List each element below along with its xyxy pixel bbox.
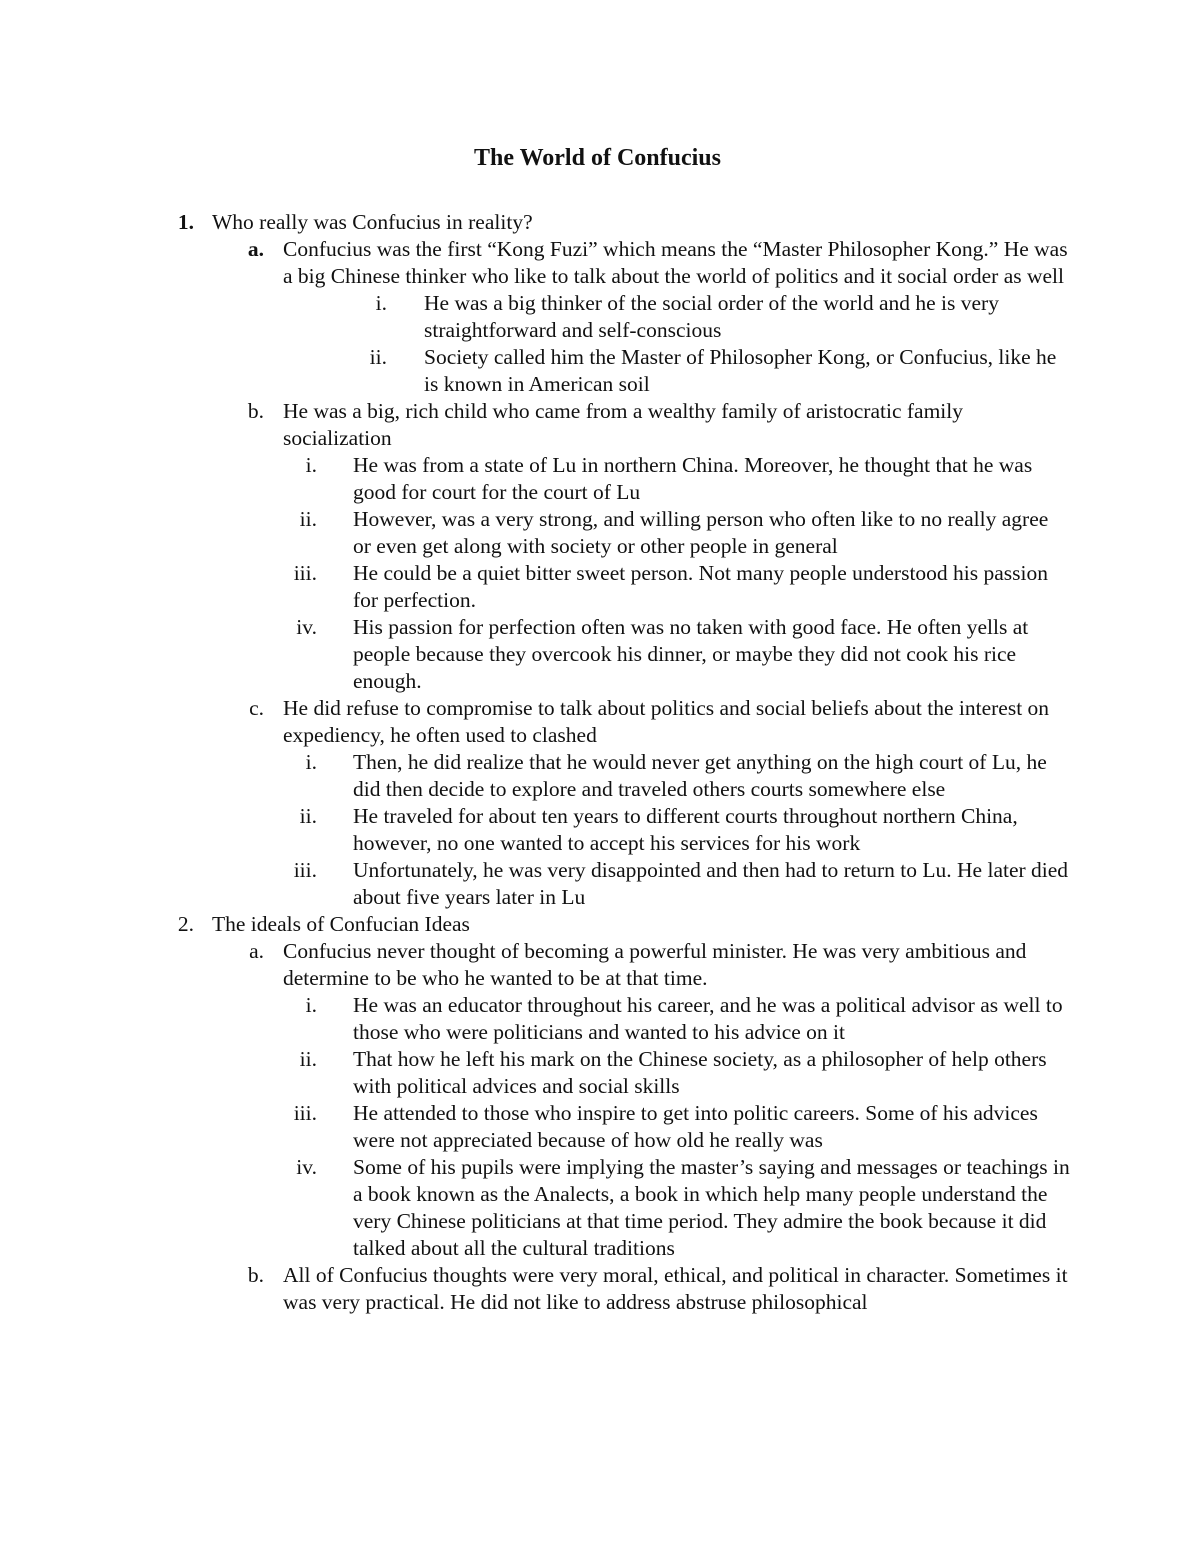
- outline-item-level-3: [0, 290, 1200, 344]
- outline-text: Society called him the Master of Philosopher Kong, or Confucius, like he is known in American soil: [424, 345, 1057, 396]
- outline-text: He was a big, rich child who came from a wealthy family of aristocratic family socialization: [283, 399, 963, 450]
- outline-marker: 1.: [177, 210, 194, 234]
- outline-marker: ii.: [299, 1047, 317, 1071]
- outline-item-level-3: [0, 857, 1200, 911]
- outline-text: Confucius never thought of becoming a powerful minister. He was very ambitious and determine to be who he wanted to be at that time.: [283, 939, 1027, 990]
- outline-text: All of Confucius thoughts were very moral, ethical, and political in character. Sometimes it was very practical. He did not like to address abstruse philosophical: [283, 1263, 1068, 1314]
- outline-item-level-3: [0, 560, 1200, 614]
- outline-item-level-2: [0, 938, 1200, 992]
- outline-text: He was an educator throughout his career, and he was a political advisor as well to those who were politicians and wanted to his advice on it: [353, 993, 1063, 1044]
- outline-marker: iii.: [293, 858, 317, 882]
- outline-marker: c.: [249, 696, 264, 720]
- outline-item-level-3: [0, 614, 1200, 695]
- outline-text: His passion for perfection often was no taken with good face. He often yells at people because they overcook his dinner, or maybe they did not cook his rice enough.: [353, 615, 1029, 693]
- document-title: The World of Confucius: [474, 145, 721, 171]
- outline-item-level-1: [0, 209, 1200, 236]
- outline-text: He attended to those who inspire to get into politic careers. Some of his advices were not appreciated because of how old he really was: [353, 1101, 1038, 1152]
- outline-item-level-1: [0, 911, 1200, 938]
- outline-text: Unfortunately, he was very disappointed and then had to return to Lu. He later died about five years later in Lu: [353, 858, 1069, 909]
- outline-marker: i.: [305, 993, 317, 1017]
- outline-marker: a.: [249, 939, 264, 963]
- outline-marker: i.: [305, 750, 317, 774]
- outline-marker: i.: [305, 453, 317, 477]
- outline-text: He was from a state of Lu in northern China. Moreover, he thought that he was good for court for the court of Lu: [353, 453, 1033, 504]
- outline-marker: iii.: [293, 1101, 317, 1125]
- outline-text: The ideals of Confucian Ideas: [212, 912, 470, 936]
- outline-text: He was a big thinker of the social order of the world and he is very straightforward and self-conscious: [424, 291, 999, 342]
- outline-item-level-3: [0, 992, 1200, 1046]
- outline-text: Who really was Confucius in reality?: [212, 210, 533, 234]
- outline-marker: b.: [247, 399, 264, 423]
- outline-marker: ii.: [369, 345, 387, 369]
- outline-text: He could be a quiet bitter sweet person. Not many people understood his passion for perfection.: [353, 561, 1049, 612]
- outline-item-level-3: [0, 1100, 1200, 1154]
- outline-marker: iv.: [296, 615, 317, 639]
- outline-text: He traveled for about ten years to different courts throughout northern China, however, no one wanted to accept his services for his work: [353, 804, 1018, 855]
- outline-item-level-3: [0, 344, 1200, 398]
- outline-item-level-3: [0, 1154, 1200, 1262]
- outline-item-level-3: [0, 803, 1200, 857]
- outline-marker: ii.: [299, 507, 317, 531]
- outline-marker: iii.: [293, 561, 317, 585]
- outline-item-level-2: [0, 398, 1200, 452]
- outline-text: However, was a very strong, and willing person who often like to no really agree or even get along with society or other people in general: [353, 507, 1049, 558]
- outline-text: Some of his pupils were implying the master’s saying and messages or teachings in a book known as the Analects, a book in which help many people understand the very Chinese politicians at that time period. They admire the book because it did talked about all the cultural traditions: [353, 1155, 1070, 1260]
- outline-marker: a.: [247, 237, 264, 261]
- outline-marker: 2.: [177, 912, 194, 936]
- outline-text: That how he left his mark on the Chinese society, as a philosopher of help others with political advices and social skills: [353, 1047, 1047, 1098]
- outline-marker: ii.: [299, 804, 317, 828]
- outline-item-level-2: [0, 1262, 1200, 1316]
- outline-marker: b.: [247, 1263, 264, 1287]
- outline-item-level-3: [0, 749, 1200, 803]
- outline-item-level-3: [0, 452, 1200, 506]
- outline-text: Then, he did realize that he would never get anything on the high court of Lu, he did then decide to explore and traveled others courts somewhere else: [353, 750, 1047, 801]
- outline-item-level-2: [0, 695, 1200, 749]
- outline-list: [0, 209, 1200, 1316]
- outline-text: He did refuse to compromise to talk about politics and social beliefs about the interest on expediency, he often used to clashed: [283, 696, 1050, 747]
- outline-item-level-3: [0, 506, 1200, 560]
- outline-text: Confucius was the first “Kong Fuzi” which means the “Master Philosopher Kong.” He was a big Chinese thinker who like to talk about the world of politics and it social order as well: [283, 237, 1068, 288]
- outline-item-level-3: [0, 1046, 1200, 1100]
- outline-marker: i.: [375, 291, 387, 315]
- outline-marker: iv.: [296, 1155, 317, 1179]
- outline-item-level-2: [0, 236, 1200, 290]
